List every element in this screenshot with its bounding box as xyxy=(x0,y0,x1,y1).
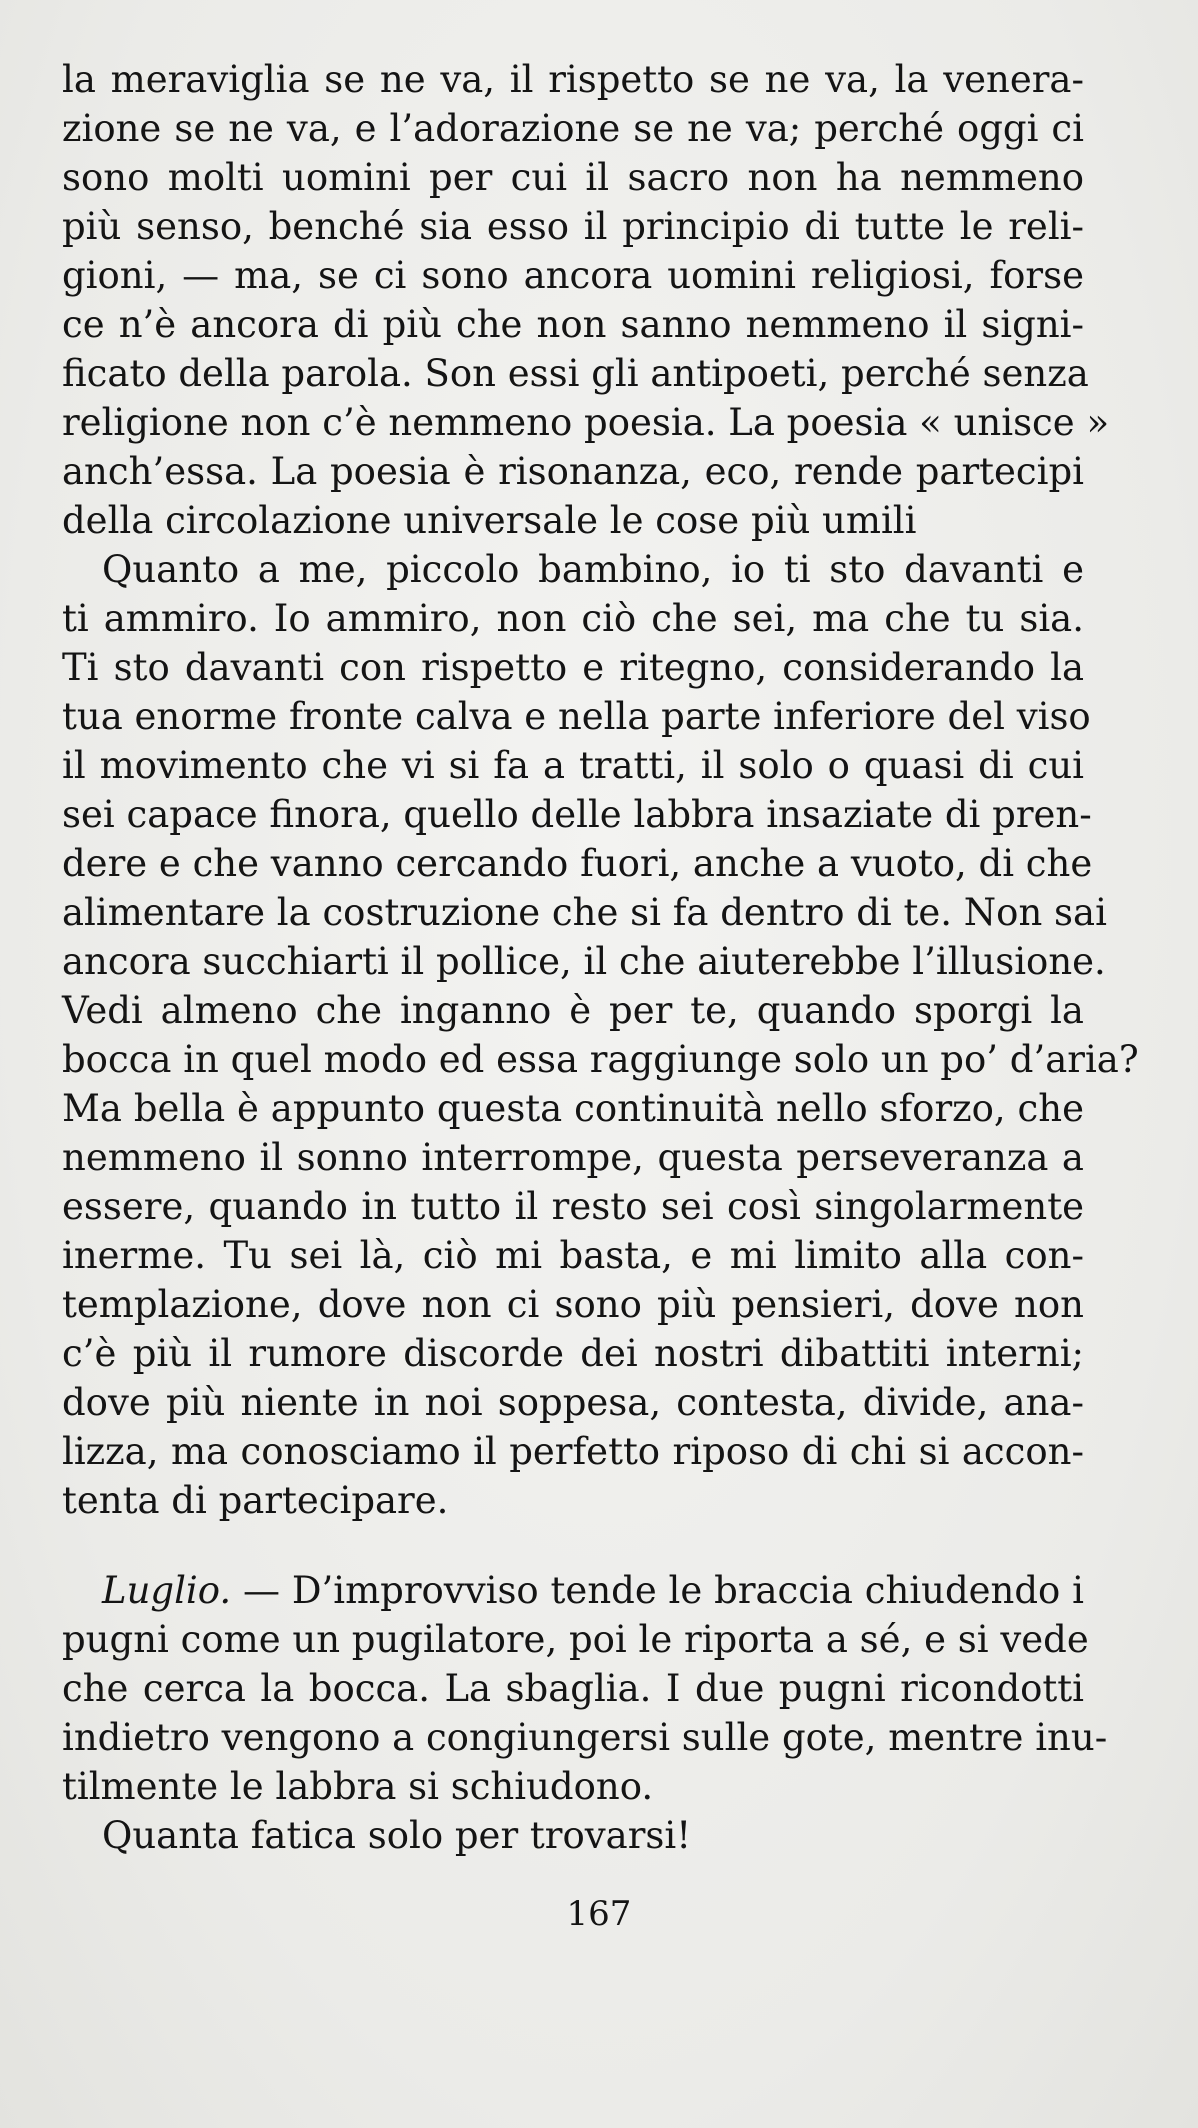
text-line: della circolazione universale le cose più umili xyxy=(62,499,917,542)
text-line: dove più niente in noi soppesa, contesta, divide, ana- xyxy=(62,1381,1084,1424)
text-line: religione non c’è nemmeno poesia. La poesia « unisce » xyxy=(62,401,1110,444)
text-line: Quanto a me, piccolo bambino, io ti sto davanti e xyxy=(102,548,1084,591)
text-line xyxy=(62,1566,1084,1615)
text-line: zione se ne va, e l’adorazione se ne va; perché oggi ci xyxy=(62,107,1084,150)
text-line: inerme. Tu sei là, ciò mi basta, e mi limito alla con- xyxy=(62,1234,1084,1277)
text-line: sono molti uomini per cui il sacro non ha nemmeno xyxy=(62,156,1084,199)
text-line: tua enorme fronte calva e nella parte inferiore del viso xyxy=(62,695,1091,738)
text-line: ti ammiro. Io ammiro, non ciò che sei, ma che tu sia. xyxy=(62,597,1084,640)
text-line: dere e che vanno cercando fuori, anche a vuoto, di che xyxy=(62,842,1093,885)
page-number: 167 xyxy=(566,1894,632,1934)
paragraph-3 xyxy=(62,1566,1108,1811)
text-line: Vedi almeno che inganno è per te, quando sporgi la xyxy=(62,989,1084,1032)
text-line: anch’essa. La poesia è risonanza, eco, rende partecipi xyxy=(62,450,1084,493)
text-line: più senso, benché sia esso il principio di tutte le reli- xyxy=(62,205,1084,248)
text-line: templazione, dove non ci sono più pensieri, dove non xyxy=(62,1283,1084,1326)
text-line: ficato della parola. Son essi gli antipoeti, perché senza xyxy=(62,352,1089,395)
text-line: pugni come un pugilatore, poi le riporta a sé, e si vede xyxy=(62,1618,1089,1661)
text-line: ce n’è ancora di più che non sanno nemmeno il signi- xyxy=(62,303,1084,346)
paragraph-1 xyxy=(62,55,1110,545)
text-line: c’è più il rumore discorde dei nostri dibattiti interni; xyxy=(62,1332,1084,1375)
text-line: essere, quando in tutto il resto sei così singolarmente xyxy=(62,1185,1084,1228)
text-line: nemmeno il sonno interrompe, questa perseveranza a xyxy=(62,1136,1084,1179)
text-line: sei capace finora, quello delle labbra insaziate di pren- xyxy=(62,793,1092,836)
text-line: Quanta fatica solo per trovarsi! xyxy=(102,1814,692,1857)
text-line: Ma bella è appunto questa continuità nello sforzo, che xyxy=(62,1087,1084,1130)
text-line: Ti sto davanti con rispetto e ritegno, considerando la xyxy=(62,646,1084,689)
text-line: indietro vengono a congiungersi sulle gote, mentre inu- xyxy=(62,1716,1108,1759)
text-line: tenta di partecipare. xyxy=(62,1479,449,1522)
text-line: il movimento che vi si fa a tratti, il solo o quasi di cui xyxy=(62,744,1084,787)
text-line: tilmente le labbra si schiudono. xyxy=(62,1765,654,1808)
dateline-rest: — D’improvviso tende le braccia chiudendo i xyxy=(231,1569,1084,1612)
text-line: alimentare la costruzione che si fa dentro di te. Non sai xyxy=(62,891,1107,934)
text-line: gioni, — ma, se ci sono ancora uomini religiosi, forse xyxy=(62,254,1084,297)
text-line: ancora succhiarti il pollice, il che aiuterebbe l’illusione. xyxy=(62,940,1106,983)
dateline: Luglio. xyxy=(102,1569,232,1612)
paragraph-2 xyxy=(62,545,1139,1525)
text-line: lizza, ma conosciamo il perfetto riposo di chi si accon- xyxy=(62,1430,1084,1473)
paragraph-4 xyxy=(62,1811,1084,1860)
text-line: che cerca la bocca. La sbaglia. I due pugni ricondotti xyxy=(62,1667,1084,1710)
text-line: la meraviglia se ne va, il rispetto se ne va, la venera- xyxy=(62,58,1084,101)
text-line: bocca in quel modo ed essa raggiunge solo un po’ d’aria? xyxy=(62,1038,1139,1081)
